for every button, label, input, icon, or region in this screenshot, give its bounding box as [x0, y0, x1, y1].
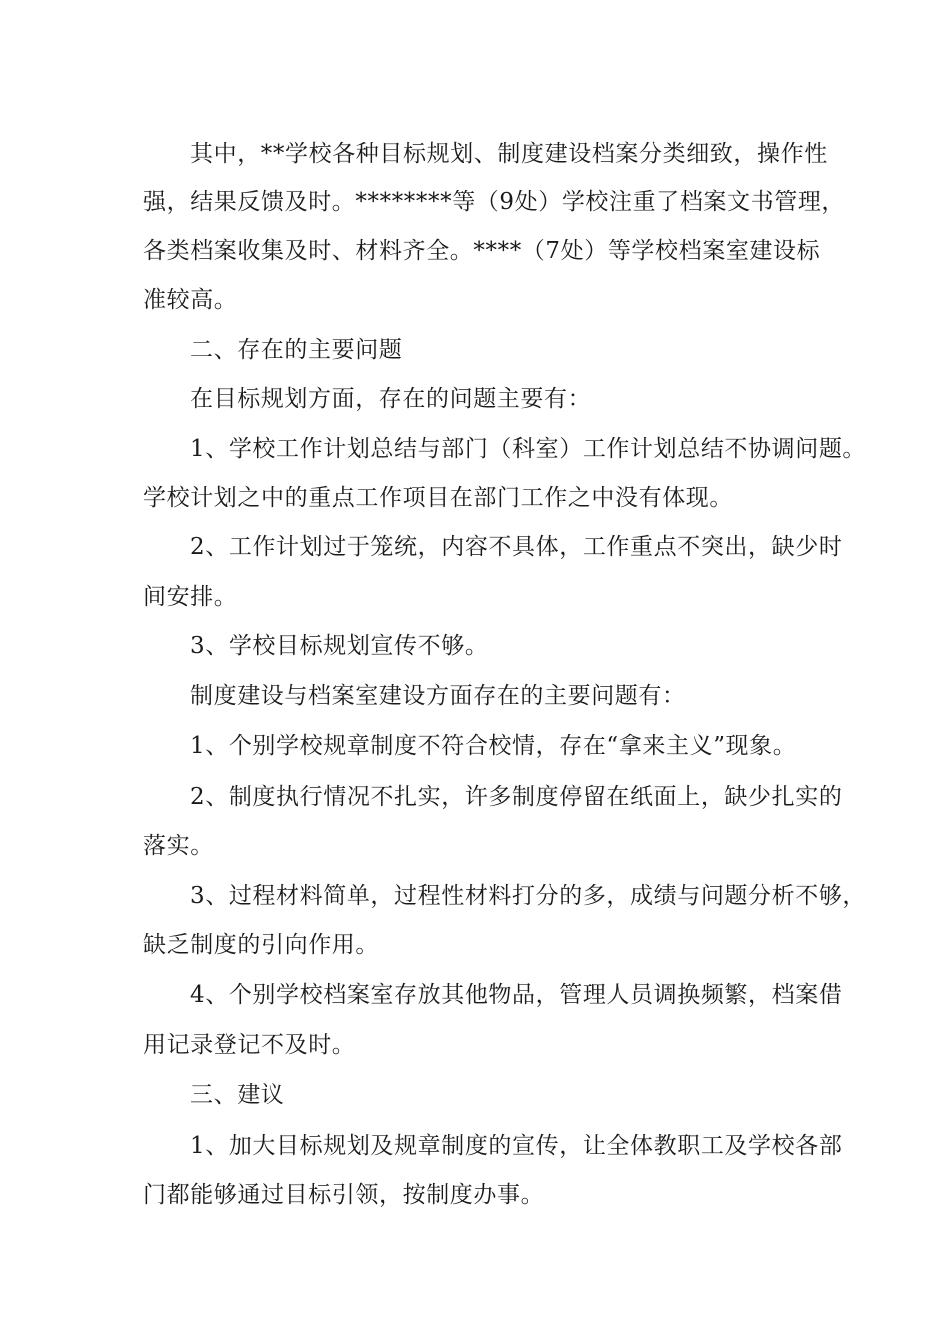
list-item: 2、工作计划过于笼统，内容不具体，工作重点不突出，缺少时	[190, 534, 843, 560]
list-item-continuation: 落实。	[143, 833, 214, 859]
list-item: 4、个别学校档案室存放其他物品，管理人员调换频繁，档案借	[190, 982, 843, 1008]
paragraph-line: 各类档案收集及时、材料齐全。****（7处）等学校档案室建设标	[143, 238, 821, 264]
section-heading: 三、建议	[190, 1082, 285, 1108]
paragraph-line: 制度建设与档案室建设方面存在的主要问题有：	[190, 683, 686, 709]
list-item-continuation: 缺乏制度的引向作用。	[143, 932, 379, 958]
list-item: 3、学校目标规划宣传不够。	[190, 633, 489, 659]
list-item: 3、过程材料简单，过程性材料打分的多，成绩与问题分析不够，	[190, 883, 867, 909]
paragraph-line: 在目标规划方面，存在的问题主要有：	[190, 386, 592, 412]
list-item: 1、学校工作计划总结与部门（科室）工作计划总结不协调问题。	[190, 436, 867, 462]
list-item-continuation: 用记录登记不及时。	[143, 1032, 356, 1058]
paragraph-line: 强，结果反馈及时。********等（9处）学校注重了档案文书管理，	[143, 189, 846, 215]
list-item-continuation: 学校计划之中的重点工作项目在部门工作之中没有体现。	[143, 485, 733, 511]
list-item: 1、加大目标规划及规章制度的宣传，让全体教职工及学校各部	[190, 1133, 843, 1159]
list-item: 1、个别学校规章制度不符合校情，存在“拿来主义”现象。	[190, 733, 797, 759]
list-item-continuation: 间安排。	[143, 584, 238, 610]
paragraph-line: 其中，**学校各种目标规划、制度建设档案分类细致，操作性	[190, 141, 828, 167]
paragraph-line: 准较高。	[143, 287, 238, 313]
section-heading: 二、存在的主要问题	[190, 337, 403, 363]
list-item-continuation: 门都能够通过目标引领，按制度办事。	[143, 1182, 545, 1208]
list-item: 2、制度执行情况不扎实，许多制度停留在纸面上，缺少扎实的	[190, 784, 843, 810]
